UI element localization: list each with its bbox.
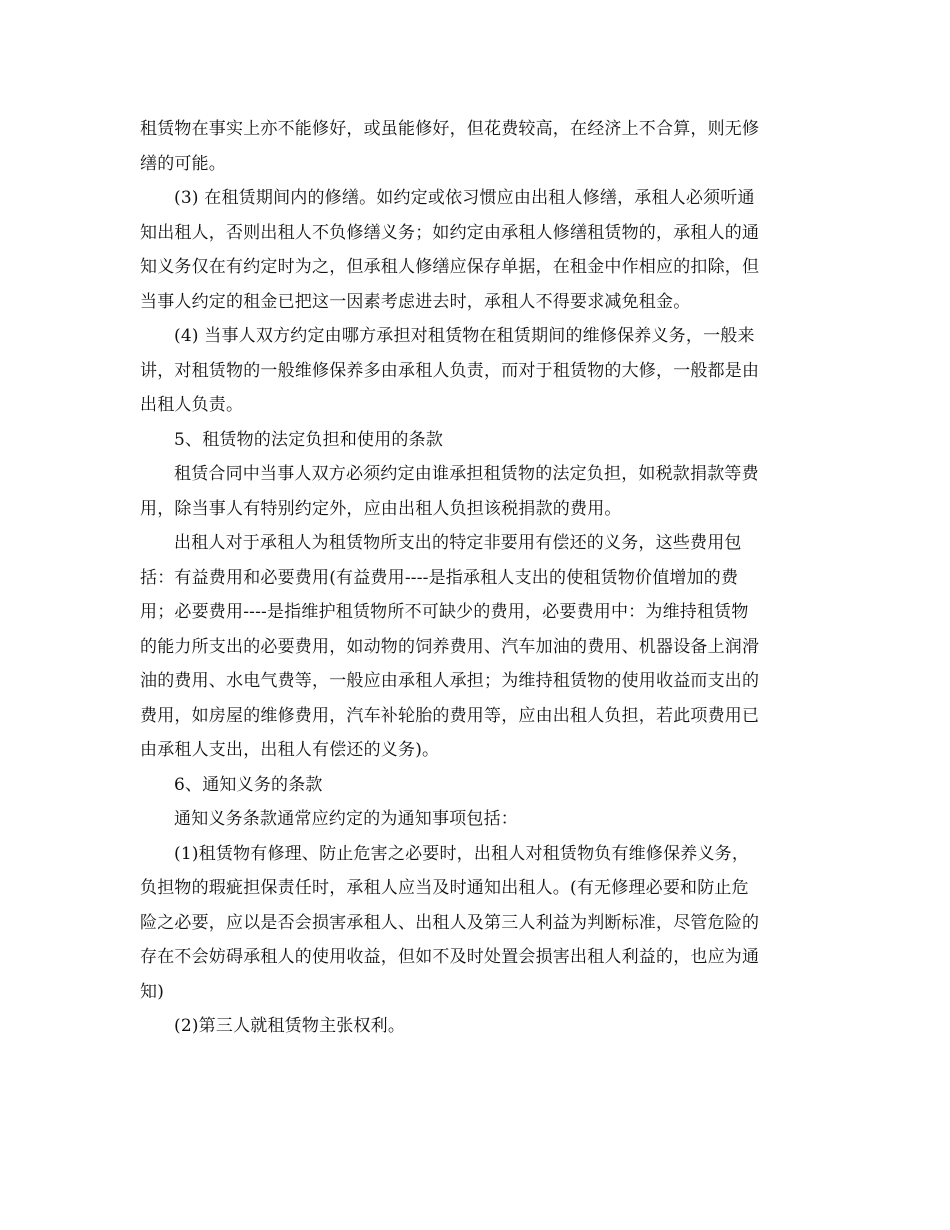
text-line: 用，除当事人有特别约定外，应由出租人负担该税捐款的费用。 [140,498,622,519]
text-line: (4) 当事人双方约定由哪方承担对租赁物在租赁期间的维修保养义务，一般来 [174,326,755,346]
text-line: 5、租赁物的法定负担和使用的条款 [174,429,444,450]
text-line: 括：有益费用和必要费用(有益费用----是指承租人支出的使租赁物价值增加的费 [140,567,739,588]
document-body [140,112,820,1044]
text-line: (1)租赁物有修理、防止危害之必要时，出租人对租赁物负有维修保养义务， [174,843,750,864]
text-line: 险之必要，应以是否会损害承租人、出租人及第三人利益为判断标准，尽管危险的 [140,912,760,933]
text-line: 由承租人支出，出租人有偿还的义务)。 [140,740,440,760]
text-line: 租赁物在事实上亦不能修好，或虽能修好，但花费较高，在经济上不合算，则无修 [140,119,760,139]
text-line: 当事人约定的租金已把这一因素考虑进去时，承租人不得要求减免租金。 [140,291,691,312]
text-line: 出租人负责。 [140,395,244,415]
text-line: 出租人对于承租人为租赁物所支出的特定非要用有偿还的义务，这些费用包 [174,533,742,553]
text-line: 油的费用、水电气费等，一般应由承租人承担；为维持租赁物的使用收益而支出的 [140,671,760,691]
text-line: 负担物的瑕疵担保责任时，承租人应当及时通知出租人。(有无修理必要和防止危 [140,878,749,898]
text-line: (2)第三人就租赁物主张权利。 [174,1016,406,1036]
text-line: (3) 在租赁期间内的修缮。如约定或依习惯应由出租人修缮，承租人必须听通 [174,188,755,208]
text-line: 知义务仅在有约定时为之，但承租人修缮应保存单据，在租金中作相应的扣除，但 [140,257,760,277]
text-line: 通知义务条款通常应约定的为通知事项包括： [174,809,518,829]
text-line: 6、通知义务的条款 [174,774,323,795]
text-line: 讲，对租赁物的一般维修保养多由承租人负责，而对于租赁物的大修，一般都是由 [140,360,760,381]
text-line: 知出租人，否则出租人不负修缮义务；如约定由承租人修缮租赁物的，承租人的通 [140,222,760,243]
text-line: 用；必要费用----是指维护租赁物所不可缺少的费用，必要费用中：为维持租赁物 [140,602,749,622]
text-line: 的能力所支出的必要费用，如动物的饲养费用、汽车加油的费用、机器设备上润滑 [140,636,760,657]
text-line: 费用，如房屋的维修费用，汽车补轮胎的费用等，应由出租人负担，若此项费用已 [140,705,760,726]
text-line: 租赁合同中当事人双方必须约定由谁承担租赁物的法定负担，如税款捐款等费 [174,464,759,484]
text-line: 缮的可能。 [140,153,226,174]
text-line: 存在不会妨碍承租人的使用收益，但如不及时处置会损害出租人利益的，也应为通 [140,947,760,967]
text-line: 知) [140,981,165,1002]
